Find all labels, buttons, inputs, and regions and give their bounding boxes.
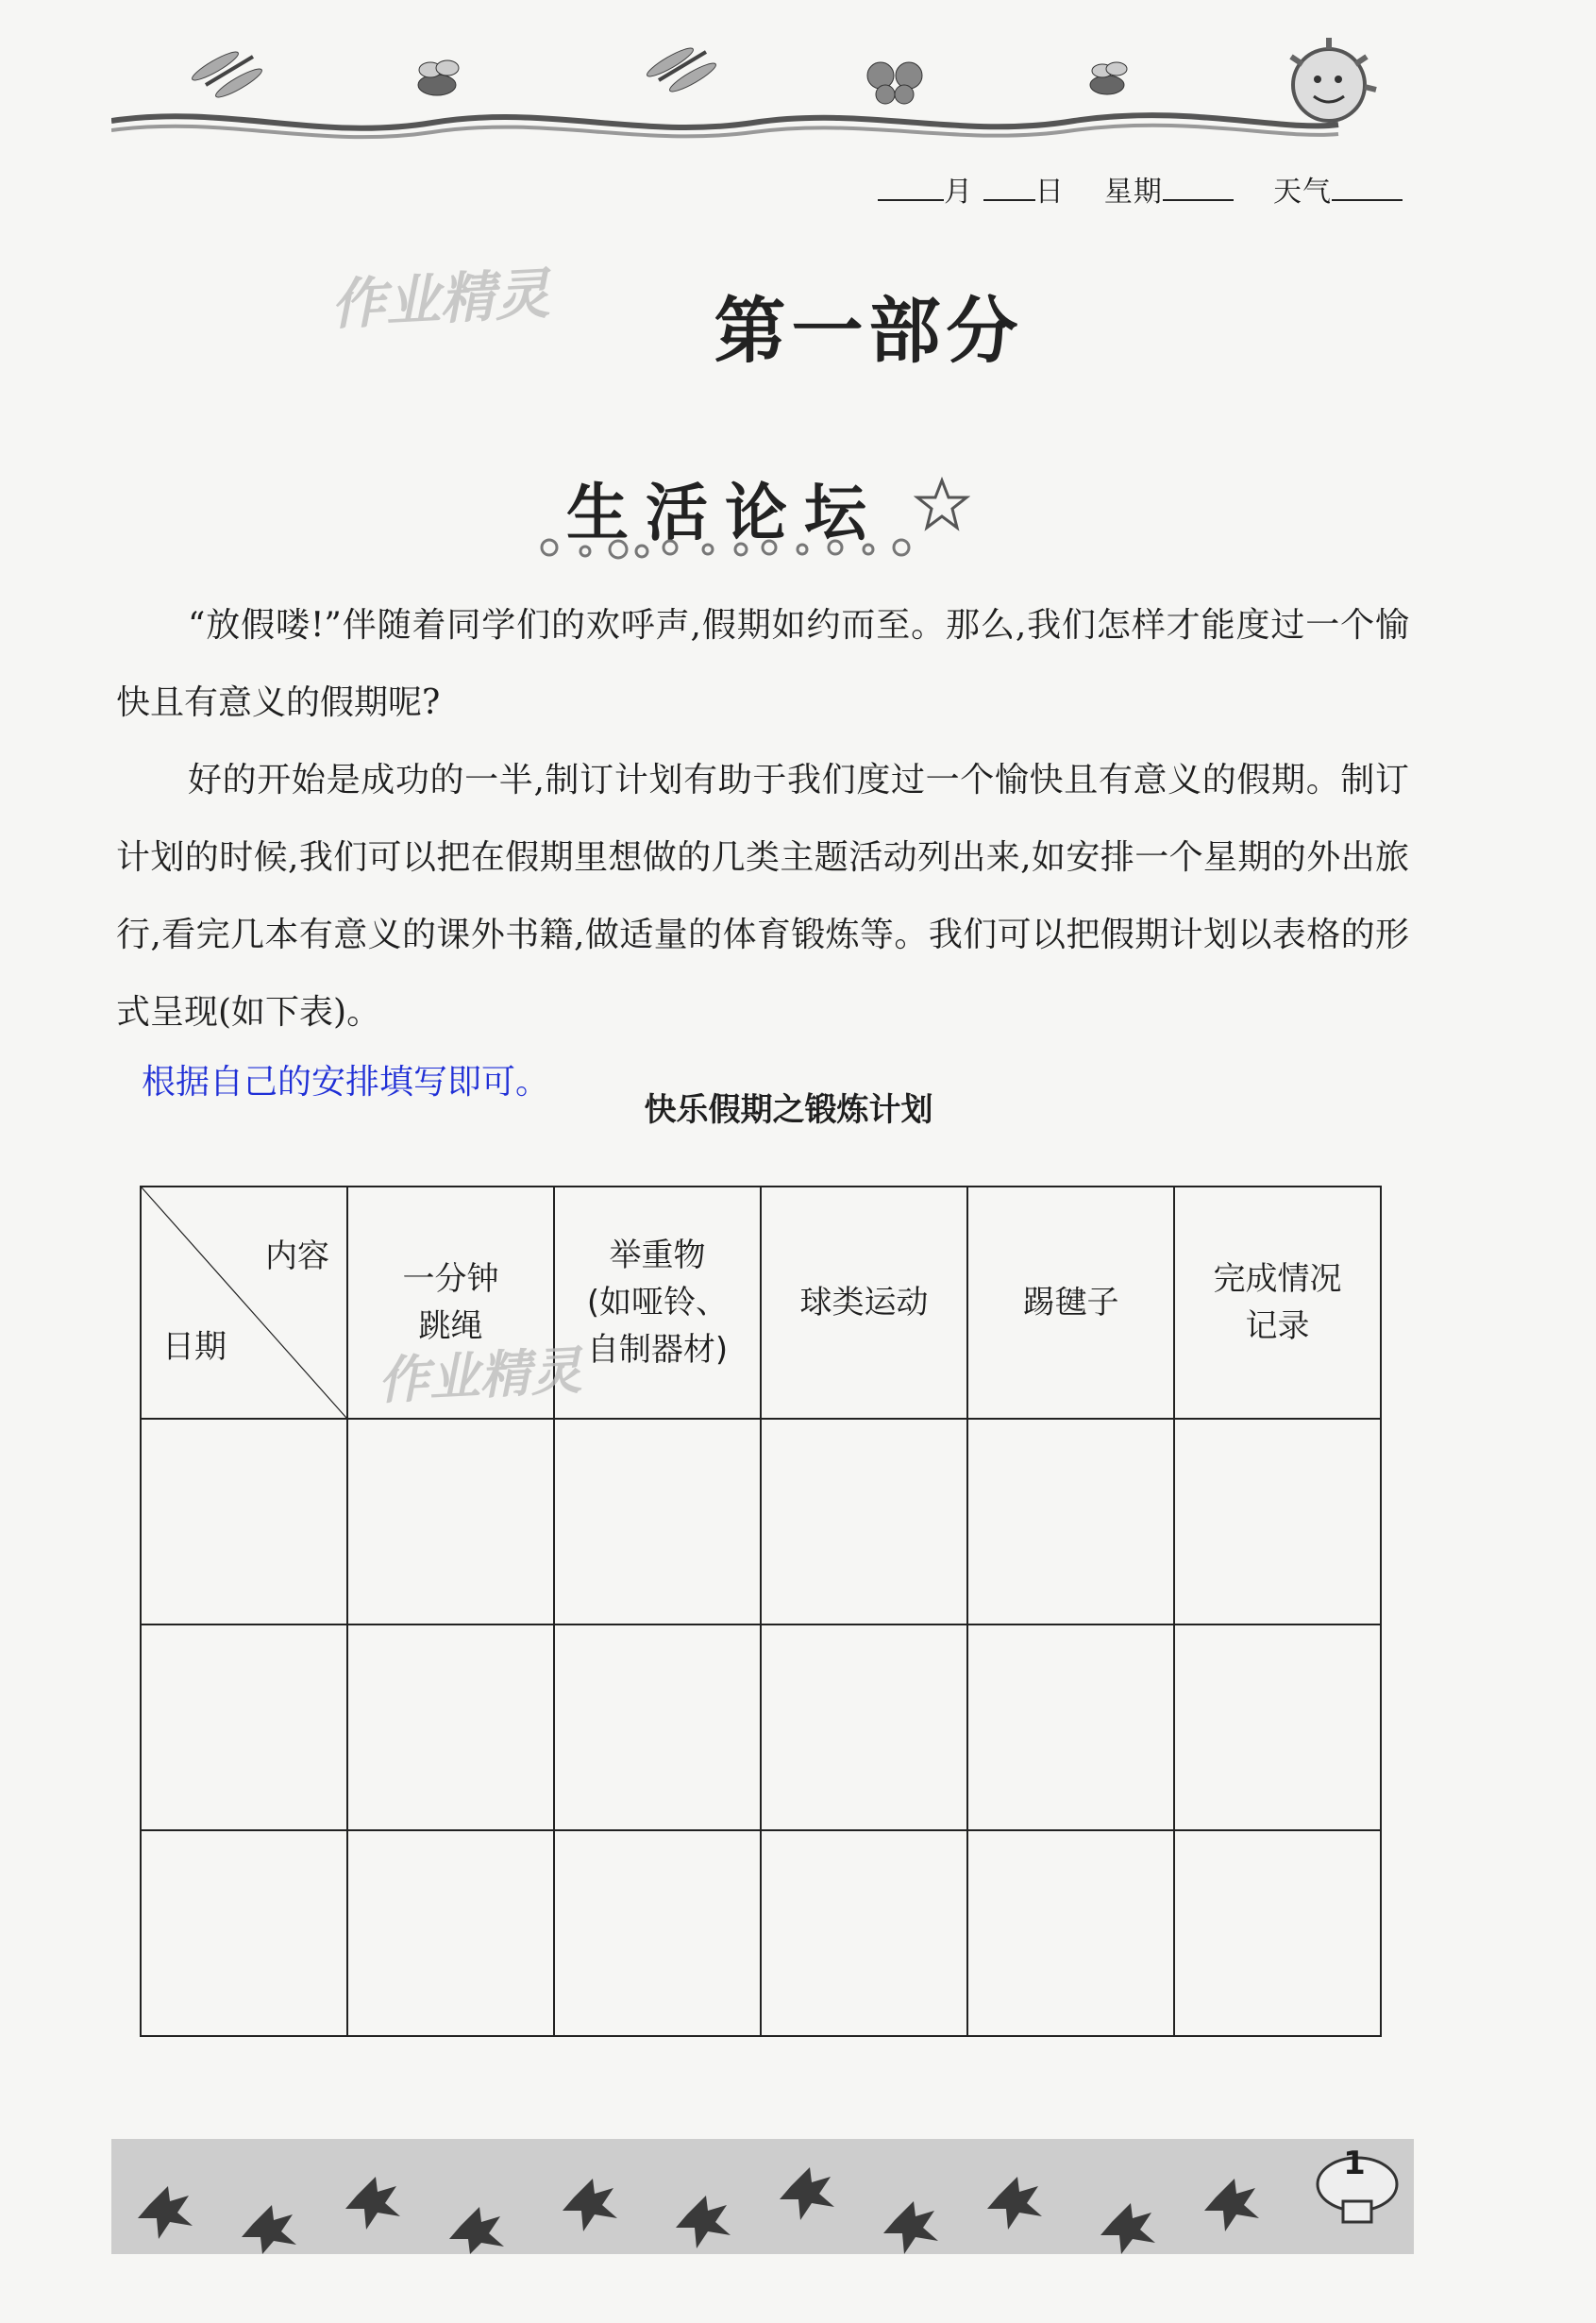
- column-header-line: 球类运动: [799, 1284, 929, 1321]
- answer-note: 根据自己的安排填写即可。: [142, 1063, 550, 1102]
- table-row: [141, 1419, 1381, 1624]
- column-header-weights: [554, 1187, 761, 1419]
- table-cell[interactable]: [761, 1830, 967, 2036]
- weekday-label: 星期: [1103, 176, 1163, 209]
- column-header-line: 举重物: [609, 1237, 706, 1274]
- corner-header-cell: [141, 1187, 347, 1419]
- table-cell[interactable]: [967, 1624, 1174, 1830]
- bee-icon: [418, 60, 459, 95]
- table-cell[interactable]: [554, 1419, 761, 1624]
- table-cell-date[interactable]: [141, 1419, 347, 1624]
- column-header-line: 跳绳: [418, 1307, 483, 1345]
- column-header-completion-record: [1174, 1187, 1381, 1419]
- table-row: [141, 1624, 1381, 1830]
- butterfly-icon: [867, 62, 922, 104]
- corner-bottom-label: 日期: [162, 1328, 227, 1366]
- table-cell[interactable]: [554, 1624, 761, 1830]
- dragonfly-icon: [190, 48, 264, 101]
- table-cell-date[interactable]: [141, 1830, 347, 2036]
- table-cell[interactable]: [554, 1830, 761, 2036]
- weekday-blank[interactable]: [1163, 175, 1234, 201]
- column-header-line: 完成情况: [1213, 1260, 1342, 1298]
- watermark: 作业精灵: [376, 1340, 583, 1411]
- weather-label: 天气: [1273, 176, 1332, 209]
- month-label: 月: [944, 176, 974, 209]
- table-cell[interactable]: [347, 1419, 554, 1624]
- date-weather-line: [878, 168, 1403, 210]
- table-cell[interactable]: [761, 1419, 967, 1624]
- exercise-plan-table: [140, 1186, 1382, 2037]
- watermark: 作业精灵: [328, 261, 551, 338]
- table-cell[interactable]: [1174, 1830, 1381, 2036]
- section-title: 生活论坛: [566, 477, 883, 549]
- dragonfly-icon: [645, 44, 718, 95]
- weather-blank[interactable]: [1332, 175, 1403, 201]
- part-title: 第一部分: [714, 289, 1024, 373]
- day-blank[interactable]: [983, 175, 1035, 201]
- table-cell[interactable]: [1174, 1419, 1381, 1624]
- table-row: [141, 1830, 1381, 2036]
- column-header-line: 踢毽子: [1022, 1284, 1119, 1321]
- paragraph-2: 好的开始是成功的一半,制订计划有助于我们度过一个愉快且有意义的假期。制订计划的时候,我们可以把在假期里想做的几类主题活动列出来,如安排一个星期的外出旅行,看完几本有意义的课外书籍,做适量的体育锻炼等。我们可以把假期计划以表格的形式呈现(如下表)。: [116, 761, 1409, 1032]
- table-cell[interactable]: [347, 1624, 554, 1830]
- month-blank[interactable]: [878, 175, 944, 201]
- column-header-line: 记录: [1245, 1307, 1310, 1345]
- table-cell[interactable]: [1174, 1624, 1381, 1830]
- insect-wave-border: [111, 38, 1414, 170]
- table-cell[interactable]: [761, 1624, 967, 1830]
- column-header-line: (如哑铃、: [586, 1284, 729, 1321]
- corner-top-label: 内容: [265, 1237, 329, 1275]
- sun-face-icon: [1291, 38, 1376, 121]
- column-header-line: 自制器材): [586, 1331, 729, 1369]
- table-cell-date[interactable]: [141, 1624, 347, 1830]
- table-header-row: [141, 1187, 1381, 1419]
- table-title: 快乐假期之锻炼计划: [644, 1091, 933, 1129]
- table-cell[interactable]: [967, 1830, 1174, 2036]
- paragraph-1: “放假喽!”伴随着同学们的欢呼声,假期如约而至。那么,我们怎样才能度过一个愉快且有意义的假期呢?: [116, 606, 1409, 722]
- day-label: 日: [1034, 176, 1065, 209]
- table-cell[interactable]: [347, 1830, 554, 2036]
- column-header-line: 一分钟: [402, 1260, 499, 1298]
- bee-icon: [1090, 62, 1127, 94]
- leaf-footer-band: [111, 2139, 1414, 2254]
- bubbles-decoration: [538, 529, 934, 566]
- column-header-ball-sports: [761, 1187, 967, 1419]
- column-header-shuttlecock: [967, 1187, 1174, 1419]
- table-cell[interactable]: [967, 1419, 1174, 1624]
- star-icon: [914, 477, 970, 533]
- page-number: 1: [1343, 2145, 1366, 2182]
